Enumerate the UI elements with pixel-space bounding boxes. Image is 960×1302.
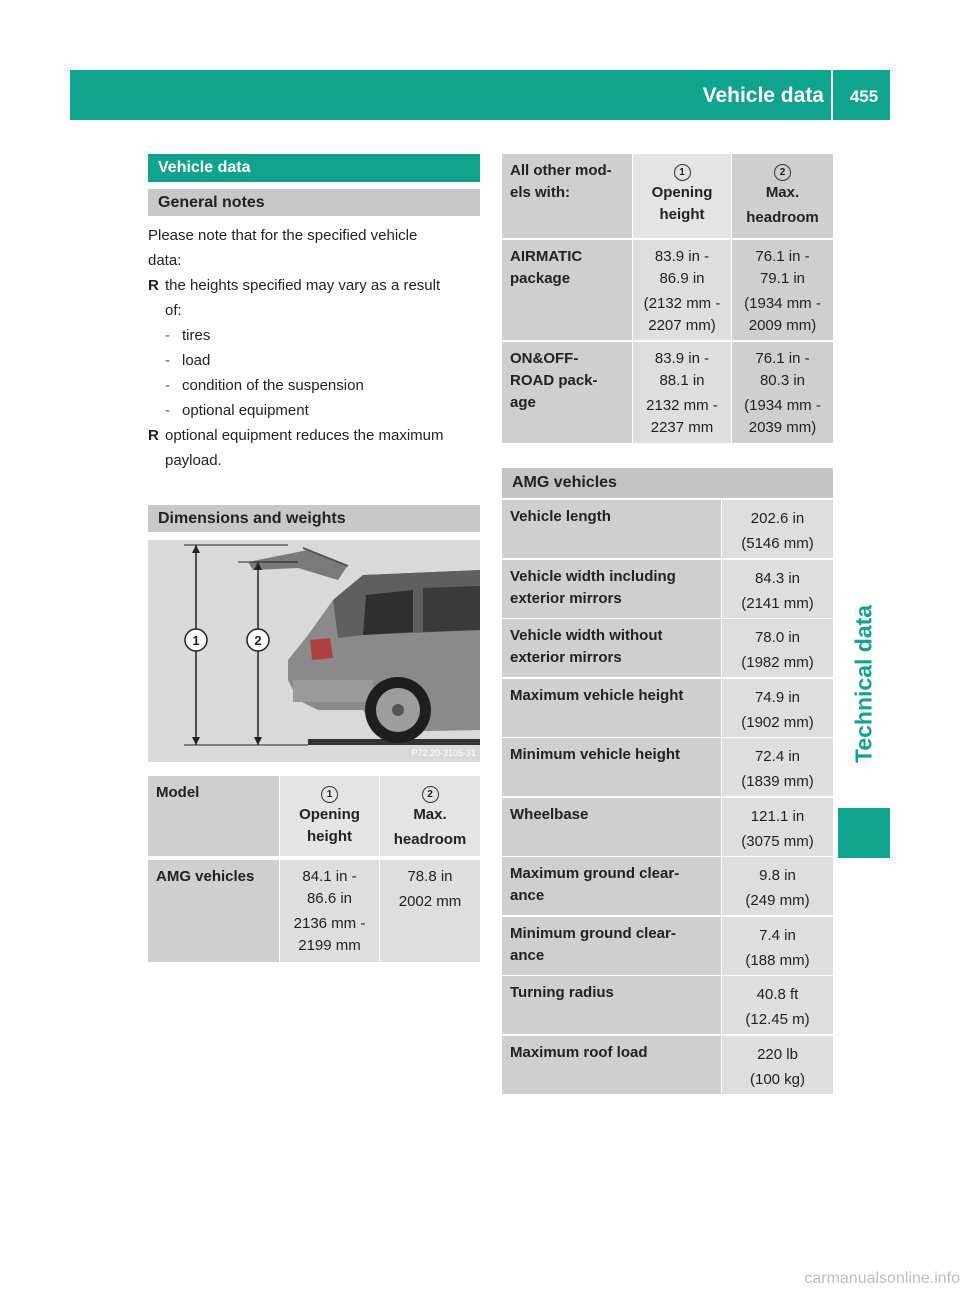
- sub-item: - condition of the suspension: [165, 377, 364, 394]
- vehicle-rear-illustration: [148, 540, 480, 762]
- row-label: Wheelbase: [510, 805, 589, 823]
- section-title-general-notes: General notes: [148, 189, 480, 216]
- table-header-max-headroom: 2 Max. headroom: [732, 154, 833, 238]
- marker-1-icon: 1: [674, 164, 691, 181]
- row-value: 40.8 ft: [756, 986, 799, 1003]
- figure-marker-1: 1: [192, 633, 200, 648]
- page-number: 455: [849, 87, 879, 106]
- table-header-other-models: All other mod- els with:: [502, 154, 632, 238]
- row-label: Turning radius: [510, 984, 614, 1001]
- side-tab-marker: [838, 808, 890, 858]
- section-title-vehicle-data: Vehicle data: [148, 154, 480, 182]
- amg-table: [502, 500, 833, 1095]
- table-row-label: AMG vehicles: [148, 860, 279, 962]
- row-label: Vehicle length: [510, 508, 611, 525]
- table-row: Minimum vehicle height 72.4 in (1839 mm): [502, 738, 833, 796]
- table-cell-airmatic-opening: 83.9 in - 86.9 in (2132 mm - 2207 mm): [633, 240, 731, 340]
- row-value: 202.6 in: [750, 510, 805, 527]
- row-label: Vehicle width without: [510, 627, 663, 644]
- amg-table-title: AMG vehicles: [502, 468, 833, 498]
- general-notes-text: [148, 223, 488, 473]
- table-cell-opening-height: 84.1 in - 86.6 in 2136 mm - 2199 mm: [280, 860, 379, 962]
- row-value: 9.8 in: [759, 867, 796, 884]
- table-cell-max-headroom: 78.8 in 2002 mm: [380, 860, 480, 962]
- table-row: Wheelbase 121.1 in (3075 mm): [502, 798, 833, 856]
- row-value: 72.4 in: [754, 748, 801, 765]
- side-tab: [838, 130, 890, 790]
- intro-line-1: Please note that for the specified vehicle: [148, 227, 418, 244]
- marker-2-icon: 2: [774, 164, 791, 181]
- sub-item: - optional equipment: [165, 402, 309, 419]
- bullet-marker: R: [148, 427, 159, 444]
- figure-code: P72.20-3105-31: [411, 748, 476, 758]
- bullet-marker: R: [148, 277, 159, 294]
- table-header-opening-height: 1 Opening height: [280, 776, 379, 856]
- row-value: 121.1 in: [750, 807, 805, 825]
- row-value: 220 lb: [757, 1045, 798, 1063]
- row-label: Vehicle width including: [510, 567, 676, 585]
- row-label: Minimum vehicle height: [510, 746, 681, 763]
- bullet-item-1-cont: of:: [165, 302, 182, 319]
- table-row: Maximum roof load 220 lb (100 kg): [502, 1036, 833, 1094]
- table-row: Maximum vehicle height 74.9 in (1902 mm): [502, 679, 833, 737]
- footer-watermark: carmanualsonline.info: [804, 1270, 960, 1287]
- row-value: 7.4 in: [759, 926, 796, 944]
- table-row-onoffroad-label: ON&OFF- ROAD pack- age: [502, 342, 632, 443]
- figure-marker-2: 2: [254, 633, 262, 648]
- row-value: 78.0 in: [754, 629, 801, 646]
- vehicle-diagram: [148, 540, 480, 762]
- table-row: Minimum ground clear- ance 7.4 in (188 mm): [502, 917, 833, 975]
- marker-1-icon: 1: [321, 786, 338, 803]
- table-header-model: Model: [148, 776, 279, 856]
- bullet-item-2-cont: payload.: [165, 452, 222, 469]
- sub-item: - tires: [165, 327, 211, 344]
- table-cell-airmatic-headroom: 76.1 in - 79.1 in (1934 mm - 2009 mm): [732, 240, 833, 340]
- table-header-max-headroom: 2 Max. headroom: [380, 776, 480, 856]
- bullet-item-1: R the heights specified may vary as a result: [148, 273, 488, 298]
- table-row-airmatic-label: AIRMATIC package: [502, 240, 632, 340]
- header-separator: [831, 70, 833, 120]
- table-cell-onoffroad-opening: 83.9 in - 88.1 in 2132 mm - 2237 mm: [633, 342, 731, 443]
- table-row: Maximum ground clear- ance 9.8 in (249 mm): [502, 857, 833, 915]
- row-label: Minimum ground clear-: [510, 924, 676, 942]
- row-value: 84.3 in: [754, 569, 801, 587]
- row-label: Maximum ground clear-: [510, 865, 680, 882]
- header-title: Vehicle data: [702, 84, 824, 107]
- table-row: Turning radius 40.8 ft (12.45 m): [502, 976, 833, 1034]
- table-row: Vehicle length 202.6 in (5146 mm): [502, 500, 833, 558]
- table-row: Vehicle width including exterior mirrors 84.3 in (2141 mm): [502, 560, 833, 618]
- sub-item: - load: [165, 352, 211, 369]
- bullet-item-2: R optional equipment reduces the maximum: [148, 423, 488, 448]
- row-label: Maximum roof load: [510, 1043, 648, 1061]
- row-value: 74.9 in: [754, 688, 801, 706]
- side-tab-label: Technical data: [850, 604, 877, 763]
- section-title-dimensions: Dimensions and weights: [148, 505, 480, 532]
- table-cell-onoffroad-headroom: 76.1 in - 80.3 in (1934 mm - 2039 mm): [732, 342, 833, 443]
- table-row: Vehicle width without exterior mirrors 78.0 in (1982 mm): [502, 619, 833, 677]
- marker-2-icon: 2: [422, 786, 439, 803]
- table-header-opening-height: 1 Opening height: [633, 154, 731, 238]
- intro-line-2: data:: [148, 252, 182, 269]
- row-label: Maximum vehicle height: [510, 686, 684, 704]
